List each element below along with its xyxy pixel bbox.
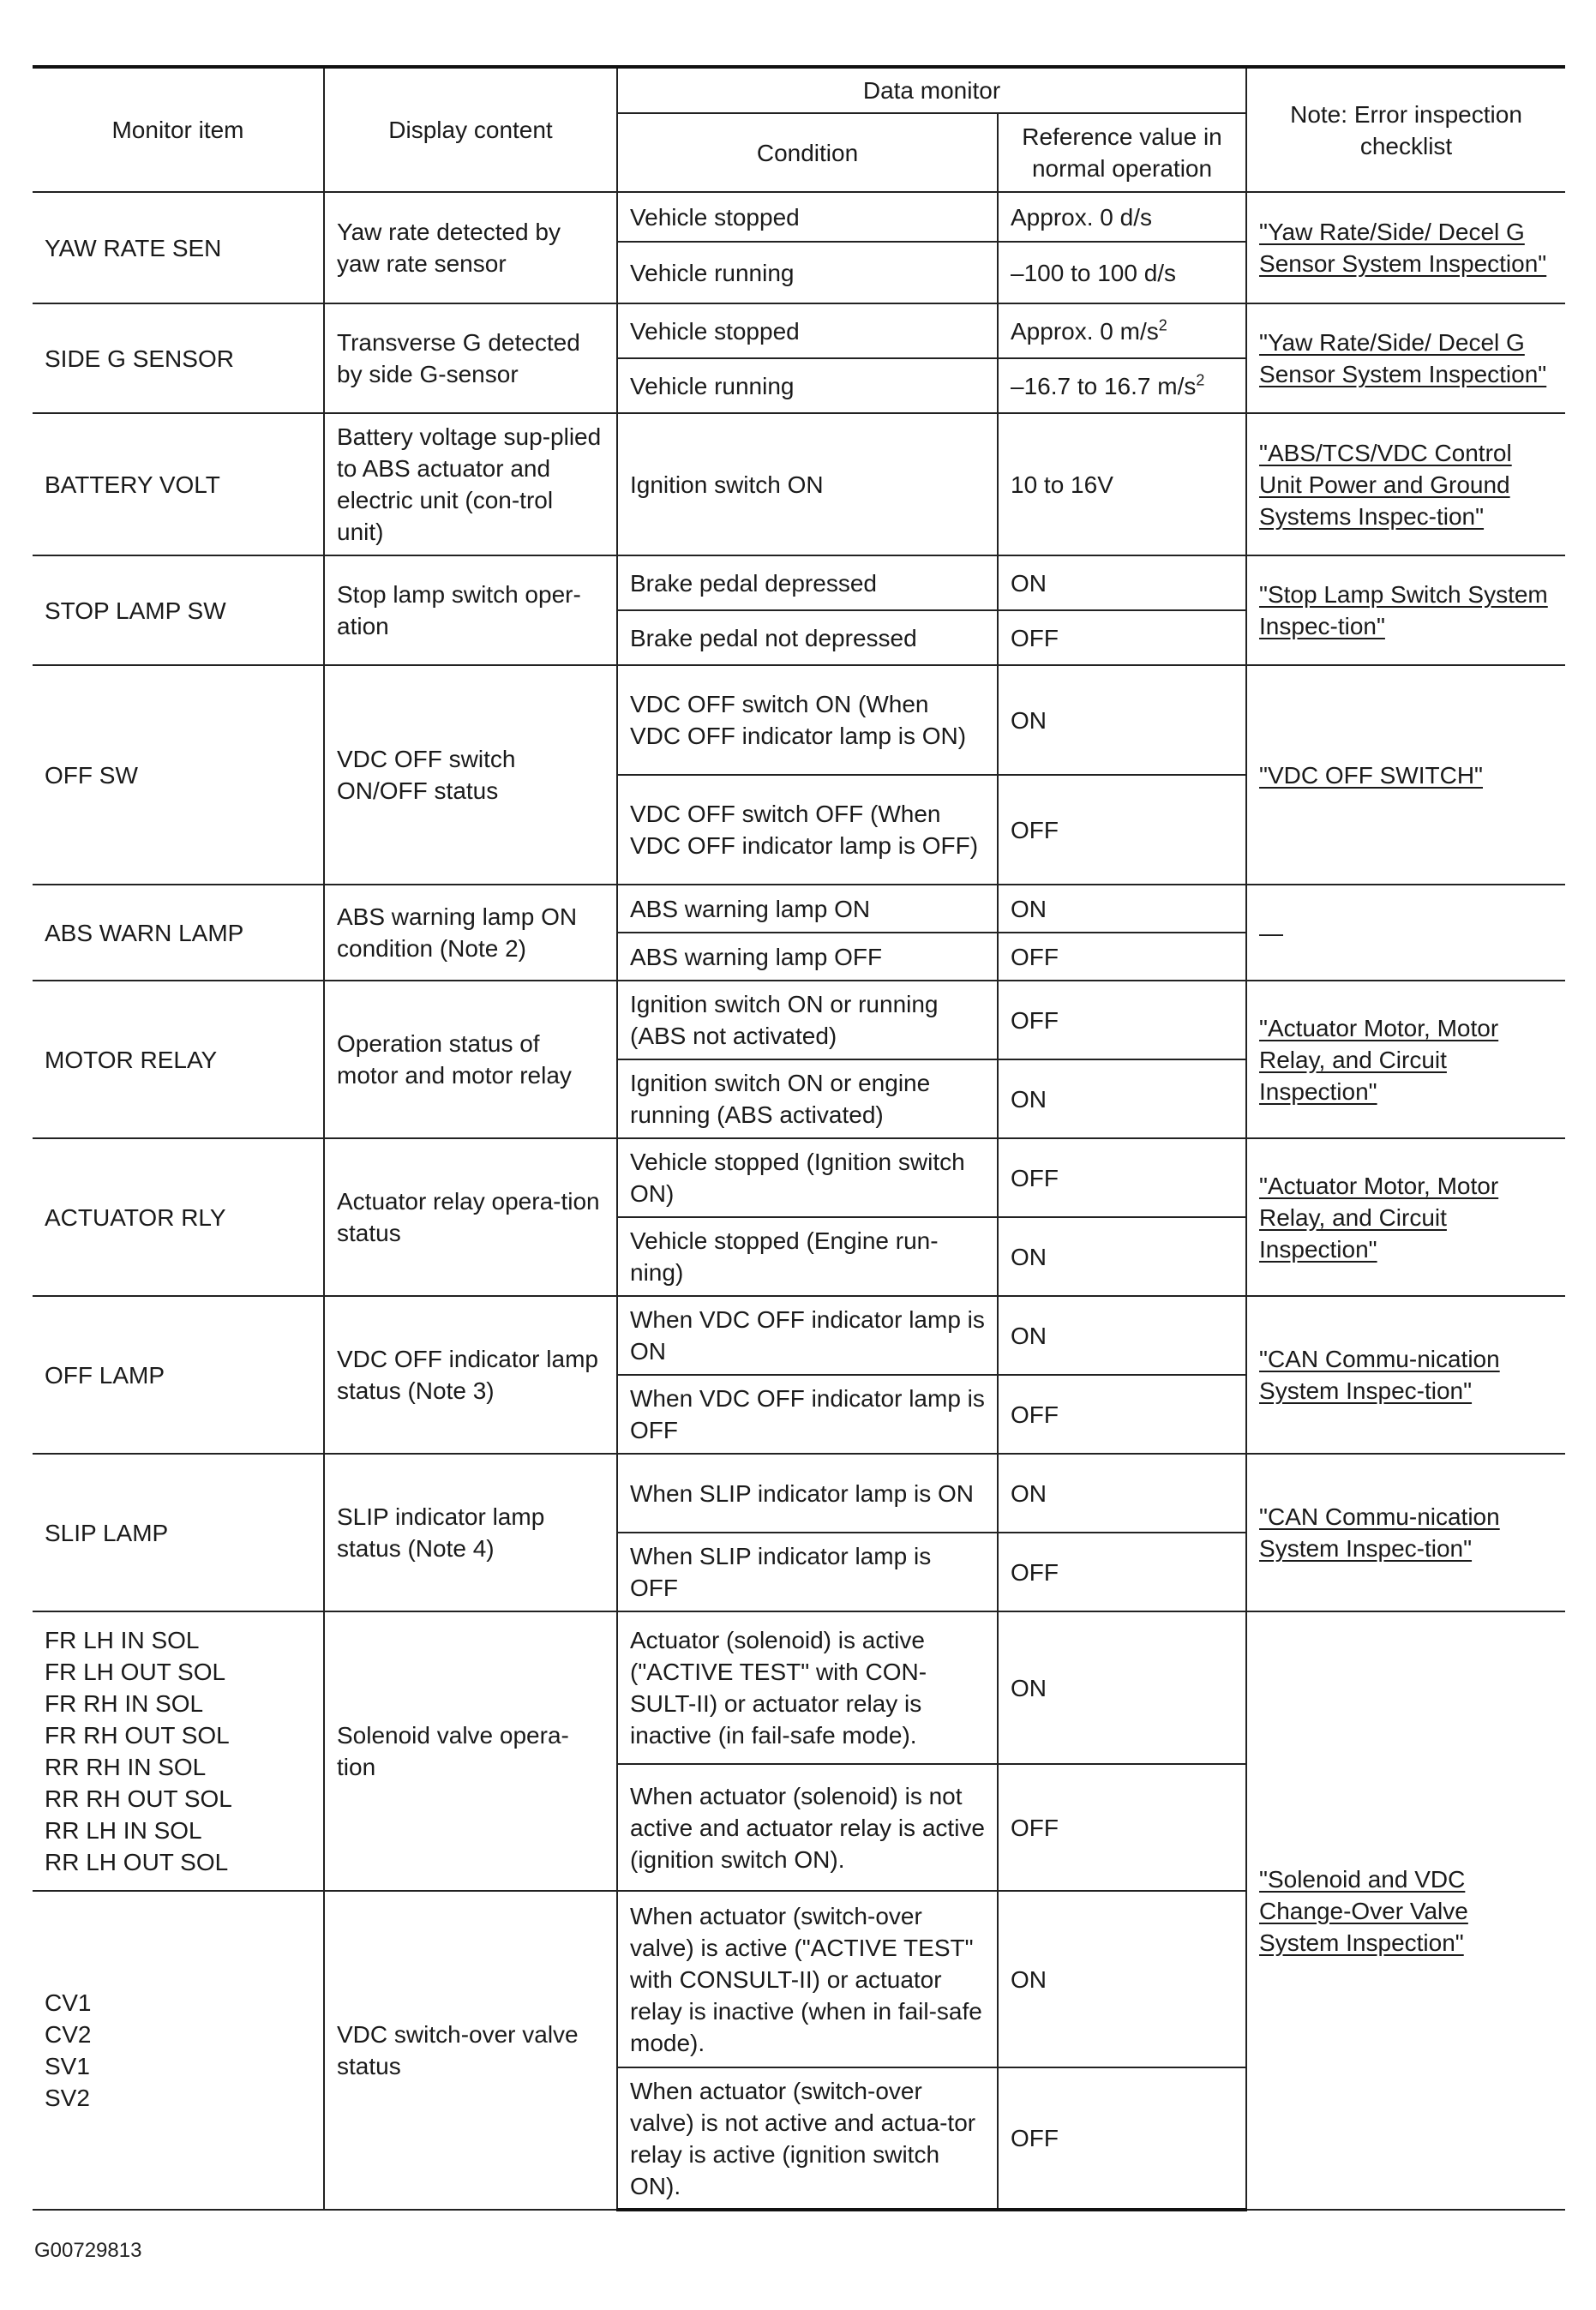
- table-row: [33, 981, 1565, 1059]
- no-note-dash: —: [1259, 919, 1284, 946]
- reference-value: ON: [1011, 1085, 1047, 1113]
- header-monitor-item: Monitor item: [33, 67, 324, 192]
- table-row: [33, 303, 1565, 358]
- table-row: [33, 413, 1565, 555]
- reference-value: Approx. 0 d/s: [1011, 203, 1152, 231]
- table-row: [33, 1611, 1565, 1764]
- reference-value-cell: [998, 1217, 1246, 1296]
- error-inspection-note: [1246, 192, 1565, 303]
- display-content: ABS warning lamp ON condition (Note 2): [324, 885, 617, 981]
- error-inspection-note: [1246, 1138, 1565, 1296]
- condition-cell: When actuator (switch-over valve) is active ("ACTIVE TEST" with CONSULT-II) or actuator relay is inactive (when in fail-safe mode).: [617, 1891, 998, 2067]
- condition-cell: ABS warning lamp OFF: [617, 933, 998, 981]
- monitor-item: FR LH IN SOL FR LH OUT SOL FR RH IN SOL FR RH OUT SOL RR RH IN SOL RR RH OUT SOL RR LH IN SOL RR LH OUT SOL: [33, 1611, 324, 1891]
- condition-cell: Vehicle running: [617, 242, 998, 303]
- monitor-item: STOP LAMP SW: [33, 555, 324, 665]
- inspection-link[interactable]: "VDC OFF SWITCH": [1259, 761, 1483, 789]
- display-content: Solenoid valve opera-tion: [324, 1611, 617, 1891]
- inspection-link[interactable]: "ABS/TCS/VDC Control Unit Power and Ground Systems Inspec-tion": [1259, 439, 1512, 530]
- table-row: [33, 1138, 1565, 1217]
- reference-value-cell: [998, 1891, 1246, 2067]
- inspection-link[interactable]: "Yaw Rate/Side/ Decel G Sensor System Inspection": [1259, 219, 1547, 277]
- error-inspection-note: [1246, 413, 1565, 555]
- reference-value: ON: [1011, 1479, 1047, 1507]
- reference-value: OFF: [1011, 2125, 1059, 2151]
- condition-cell: Vehicle stopped: [617, 192, 998, 242]
- reference-value: OFF: [1011, 1814, 1059, 1841]
- display-content: Stop lamp switch oper-ation: [324, 555, 617, 665]
- reference-value-cell: [998, 1138, 1246, 1217]
- data-monitor-table: [33, 65, 1565, 2211]
- condition-cell: VDC OFF switch OFF (When VDC OFF indicator lamp is OFF): [617, 775, 998, 885]
- reference-value-cell: [998, 242, 1246, 303]
- condition-cell: VDC OFF switch ON (When VDC OFF indicator lamp is ON): [617, 665, 998, 775]
- monitor-item: SLIP LAMP: [33, 1454, 324, 1611]
- reference-value-cell: [998, 1764, 1246, 1891]
- reference-value-cell: [998, 665, 1246, 775]
- reference-value: ON: [1011, 1322, 1047, 1349]
- reference-value-cell: [998, 413, 1246, 555]
- display-content: Battery voltage sup-plied to ABS actuator and electric unit (con-trol unit): [324, 413, 617, 555]
- reference-value: 10 to 16V: [1011, 471, 1113, 498]
- reference-value-cell: [998, 555, 1246, 610]
- table-row: [33, 192, 1565, 242]
- display-content: SLIP indicator lamp status (Note 4): [324, 1454, 617, 1611]
- reference-value: Approx. 0 m/s: [1011, 317, 1159, 345]
- error-inspection-note: [1246, 555, 1565, 665]
- reference-value-cell: [998, 981, 1246, 1059]
- reference-value-cell: [998, 192, 1246, 242]
- monitor-item: ABS WARN LAMP: [33, 885, 324, 981]
- condition-cell: When actuator (solenoid) is not active and actuator relay is active (ignition switch ON).: [617, 1764, 998, 1891]
- condition-cell: Brake pedal not depressed: [617, 610, 998, 665]
- table-body: [33, 192, 1565, 2210]
- condition-cell: When actuator (switch-over valve) is not active and actua-tor relay is active (ignition switch ON).: [617, 2067, 998, 2210]
- reference-value: ON: [1011, 1243, 1047, 1270]
- reference-value-cell: [998, 303, 1246, 358]
- condition-cell: Vehicle running: [617, 358, 998, 413]
- monitor-item: ACTUATOR RLY: [33, 1138, 324, 1296]
- reference-value: ON: [1011, 569, 1047, 597]
- condition-cell: Vehicle stopped (Engine run-ning): [617, 1217, 998, 1296]
- monitor-item: BATTERY VOLT: [33, 413, 324, 555]
- condition-cell: Vehicle stopped (Ignition switch ON): [617, 1138, 998, 1217]
- condition-cell: When VDC OFF indicator lamp is OFF: [617, 1375, 998, 1454]
- reference-value-cell: [998, 2067, 1246, 2210]
- condition-cell: When SLIP indicator lamp is ON: [617, 1454, 998, 1533]
- inspection-link[interactable]: "CAN Commu-nication System Inspec-tion": [1259, 1346, 1500, 1404]
- reference-value: –100 to 100 d/s: [1011, 259, 1177, 286]
- display-content: Transverse G detected by side G-sensor: [324, 303, 617, 413]
- error-inspection-note: [1246, 303, 1565, 413]
- header-data-monitor: Data monitor: [617, 67, 1246, 113]
- reference-value-cell: [998, 1059, 1246, 1138]
- inspection-link[interactable]: "Stop Lamp Switch System Inspec-tion": [1259, 581, 1548, 639]
- monitor-item: CV1 CV2 SV1 SV2: [33, 1891, 324, 2210]
- monitor-item: OFF SW: [33, 665, 324, 885]
- table-row: [33, 665, 1565, 775]
- error-inspection-note: [1246, 885, 1565, 981]
- monitor-item: MOTOR RELAY: [33, 981, 324, 1138]
- reference-value-cell: [998, 1375, 1246, 1454]
- header-display-content: Display content: [324, 67, 617, 192]
- reference-value: ON: [1011, 1965, 1047, 1993]
- reference-value: OFF: [1011, 943, 1059, 970]
- reference-value: ON: [1011, 895, 1047, 922]
- inspection-link[interactable]: "Actuator Motor, Motor Relay, and Circuit Inspection": [1259, 1014, 1499, 1105]
- inspection-link[interactable]: "Yaw Rate/Side/ Decel G Sensor System Inspection": [1259, 329, 1547, 387]
- condition-cell: Ignition switch ON or engine running (ABS activated): [617, 1059, 998, 1138]
- reference-value: ON: [1011, 1674, 1047, 1701]
- reference-value-cell: [998, 933, 1246, 981]
- condition-cell: When SLIP indicator lamp is OFF: [617, 1533, 998, 1611]
- error-inspection-note: [1246, 1296, 1565, 1454]
- display-content: VDC OFF indicator lamp status (Note 3): [324, 1296, 617, 1454]
- error-inspection-note: [1246, 1454, 1565, 1611]
- error-inspection-note: [1246, 981, 1565, 1138]
- reference-value: OFF: [1011, 816, 1059, 843]
- figure-id: G00729813: [34, 2239, 142, 2262]
- reference-value-cell: [998, 1611, 1246, 1764]
- display-content: Operation status of motor and motor relay: [324, 981, 617, 1138]
- header-reference-value: Reference value in normal operation: [998, 113, 1246, 192]
- reference-value-cell: [998, 610, 1246, 665]
- reference-value-cell: [998, 1533, 1246, 1611]
- table-row: [33, 1296, 1565, 1375]
- monitor-table-sheet: [33, 65, 1565, 2211]
- condition-cell: Actuator (solenoid) is active ("ACTIVE TEST" with CON-SULT-II) or actuator relay is inactive (in fail-safe mode).: [617, 1611, 998, 1764]
- inspection-link[interactable]: "CAN Commu-nication System Inspec-tion": [1259, 1503, 1500, 1562]
- condition-cell: ABS warning lamp ON: [617, 885, 998, 933]
- reference-value: OFF: [1011, 1164, 1059, 1191]
- display-content: VDC switch-over valve status: [324, 1891, 617, 2210]
- reference-value: OFF: [1011, 1401, 1059, 1428]
- error-inspection-note: [1246, 665, 1565, 885]
- reference-value: –16.7 to 16.7 m/s: [1011, 372, 1197, 399]
- condition-cell: Ignition switch ON or running (ABS not activated): [617, 981, 998, 1059]
- reference-value: OFF: [1011, 1558, 1059, 1586]
- table-row: [33, 555, 1565, 610]
- error-inspection-note: [1246, 1611, 1565, 2210]
- condition-cell: Vehicle stopped: [617, 303, 998, 358]
- monitor-item: SIDE G SENSOR: [33, 303, 324, 413]
- reference-value: ON: [1011, 706, 1047, 734]
- unit-exponent: 2: [1158, 316, 1167, 334]
- inspection-link[interactable]: "Solenoid and VDC Change-Over Valve System Inspection": [1259, 1865, 1468, 1956]
- monitor-item: YAW RATE SEN: [33, 192, 324, 303]
- condition-cell: Ignition switch ON: [617, 413, 998, 555]
- table-row: [33, 885, 1565, 933]
- reference-value-cell: [998, 358, 1246, 413]
- header-condition: Condition: [617, 113, 998, 192]
- reference-value-cell: [998, 885, 1246, 933]
- inspection-link[interactable]: "Actuator Motor, Motor Relay, and Circuit Inspection": [1259, 1172, 1499, 1263]
- display-content: Actuator relay opera-tion status: [324, 1138, 617, 1296]
- condition-cell: Brake pedal depressed: [617, 555, 998, 610]
- monitor-item: OFF LAMP: [33, 1296, 324, 1454]
- condition-cell: When VDC OFF indicator lamp is ON: [617, 1296, 998, 1375]
- reference-value-cell: [998, 1296, 1246, 1375]
- reference-value-cell: [998, 775, 1246, 885]
- header-note: Note: Error inspection checklist: [1246, 67, 1565, 192]
- unit-exponent: 2: [1196, 371, 1205, 389]
- reference-value: OFF: [1011, 624, 1059, 651]
- display-content: VDC OFF switch ON/OFF status: [324, 665, 617, 885]
- display-content: Yaw rate detected by yaw rate sensor: [324, 192, 617, 303]
- reference-value-cell: [998, 1454, 1246, 1533]
- reference-value: OFF: [1011, 1006, 1059, 1034]
- table-row: [33, 1454, 1565, 1533]
